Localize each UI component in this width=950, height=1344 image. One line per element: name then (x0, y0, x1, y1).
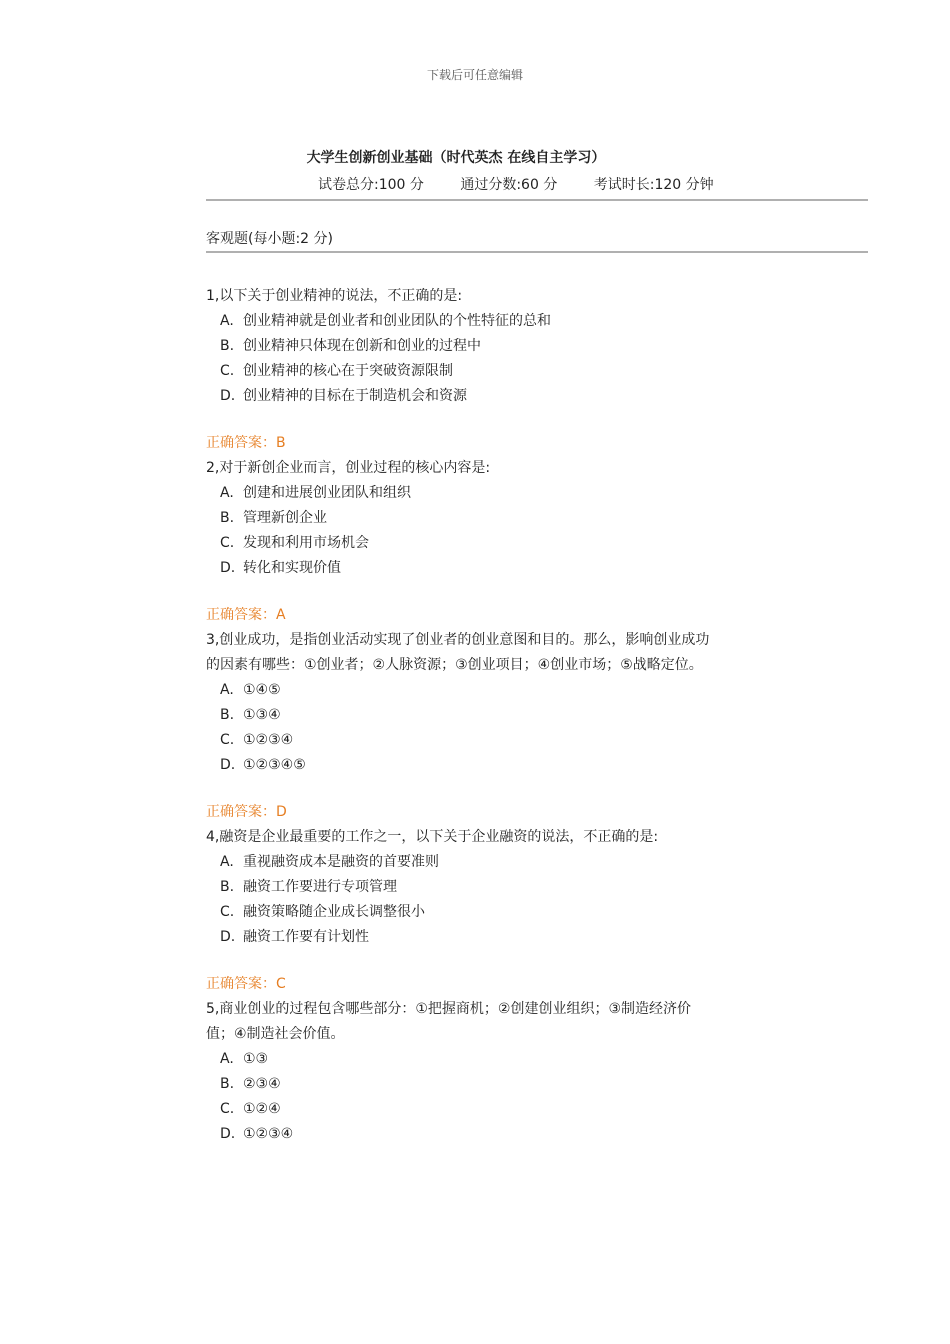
option-item (206, 309, 716, 334)
option-letter: B. (220, 1076, 235, 1092)
option-text: ②③④ (243, 1076, 281, 1092)
option-text: 创业精神只体现在创新和创业的过程中 (243, 338, 481, 354)
option-text: 融资工作要有计划性 (243, 929, 369, 945)
option-text: ①②③④⑤ (243, 757, 306, 773)
option-text: 创建和进展创业团队和组织 (243, 485, 411, 501)
option-list (206, 309, 716, 409)
option-letter: A. (220, 313, 234, 329)
option-letter: C. (220, 535, 235, 551)
question-block (206, 997, 716, 1147)
option-letter: D. (220, 757, 236, 773)
option-item (206, 506, 716, 531)
correct-answer: 正确答案：D (206, 804, 287, 820)
option-item (206, 531, 716, 556)
exam-title: 大学生创新创业基础（时代英杰 在线自主学习） (306, 150, 606, 166)
option-item (206, 334, 716, 359)
exam-duration: 考试时长:120 分钟 (593, 177, 714, 193)
correct-answer: 正确答案：C (206, 976, 286, 992)
question-text: 1,以下关于创业精神的说法，不正确的是: (206, 288, 463, 304)
option-letter: A. (220, 682, 234, 698)
option-item (206, 728, 716, 753)
question-block (206, 825, 716, 997)
option-letter: C. (220, 732, 235, 748)
option-letter: C. (220, 904, 235, 920)
option-text: ①③ (243, 1051, 269, 1067)
option-text: ①②④ (243, 1101, 281, 1117)
option-text: ①③④ (243, 707, 281, 723)
option-list (206, 678, 716, 778)
option-text: 创业精神的目标在于制造机会和资源 (243, 388, 467, 404)
option-item (206, 1122, 716, 1147)
option-letter: A. (220, 1051, 234, 1067)
option-item (206, 875, 716, 900)
option-text: ①②③④ (243, 732, 294, 748)
pass-score: 通过分数:60 分 (460, 177, 558, 193)
option-letter: A. (220, 485, 234, 501)
section-title: 客观题(每小题:2 分) (206, 231, 333, 247)
question-text: 2,对于新创企业而言，创业过程的核心内容是: (206, 460, 491, 476)
total-score: 试卷总分:100 分 (318, 177, 424, 193)
option-text: 创业精神的核心在于突破资源限制 (243, 363, 453, 379)
option-item (206, 384, 716, 409)
option-item (206, 900, 716, 925)
option-item (206, 1097, 716, 1122)
option-text: 创业精神就是创业者和创业团队的个性特征的总和 (243, 313, 551, 329)
option-item (206, 678, 716, 703)
option-text: 转化和实现价值 (243, 560, 341, 576)
option-list (206, 481, 716, 581)
option-item (206, 481, 716, 506)
option-item (206, 1072, 716, 1097)
option-text: 融资策略随企业成长调整很小 (243, 904, 425, 920)
question-text: 3,创业成功，是指创业活动实现了创业者的创业意图和目的。那么，影响创业成功的因素有哪些：①创业者；②人脉资源；③创业项目；④创业市场；⑤战略定位。 (206, 632, 710, 673)
exam-document (206, 147, 868, 1147)
option-list (206, 850, 716, 950)
option-text: ①④⑤ (243, 682, 281, 698)
option-text: 管理新创企业 (243, 510, 327, 526)
section-divider (206, 251, 868, 253)
question-block (206, 284, 716, 456)
option-item (206, 556, 716, 581)
option-letter: A. (220, 854, 234, 870)
question-block (206, 456, 716, 628)
exam-meta (206, 175, 868, 195)
option-letter: D. (220, 1126, 236, 1142)
option-list (206, 1047, 716, 1147)
option-text: 融资工作要进行专项管理 (243, 879, 397, 895)
option-letter: D. (220, 560, 236, 576)
option-item (206, 753, 716, 778)
option-letter: B. (220, 707, 235, 723)
title-divider (206, 199, 868, 201)
question-list (206, 284, 716, 1147)
option-item (206, 1047, 716, 1072)
option-letter: C. (220, 363, 235, 379)
option-text: ①②③④ (243, 1126, 294, 1142)
option-letter: B. (220, 338, 235, 354)
option-item (206, 359, 716, 384)
option-item (206, 703, 716, 728)
option-text: 发现和利用市场机会 (243, 535, 369, 551)
option-letter: C. (220, 1101, 235, 1117)
option-item (206, 850, 716, 875)
option-letter: D. (220, 929, 236, 945)
option-letter: B. (220, 879, 235, 895)
option-letter: B. (220, 510, 235, 526)
header-note: 下载后可任意编辑 (426, 68, 523, 82)
question-block (206, 628, 716, 825)
correct-answer: 正确答案：A (206, 607, 286, 623)
question-text: 5,商业创业的过程包含哪些部分：①把握商机；②创建创业组织；③制造经济价值；④制造社会价值。 (206, 1001, 692, 1042)
question-text: 4,融资是企业最重要的工作之一，以下关于企业融资的说法，不正确的是: (206, 829, 659, 845)
option-item (206, 925, 716, 950)
option-text: 重视融资成本是融资的首要准则 (243, 854, 439, 870)
option-letter: D. (220, 388, 236, 404)
correct-answer: 正确答案：B (206, 435, 286, 451)
